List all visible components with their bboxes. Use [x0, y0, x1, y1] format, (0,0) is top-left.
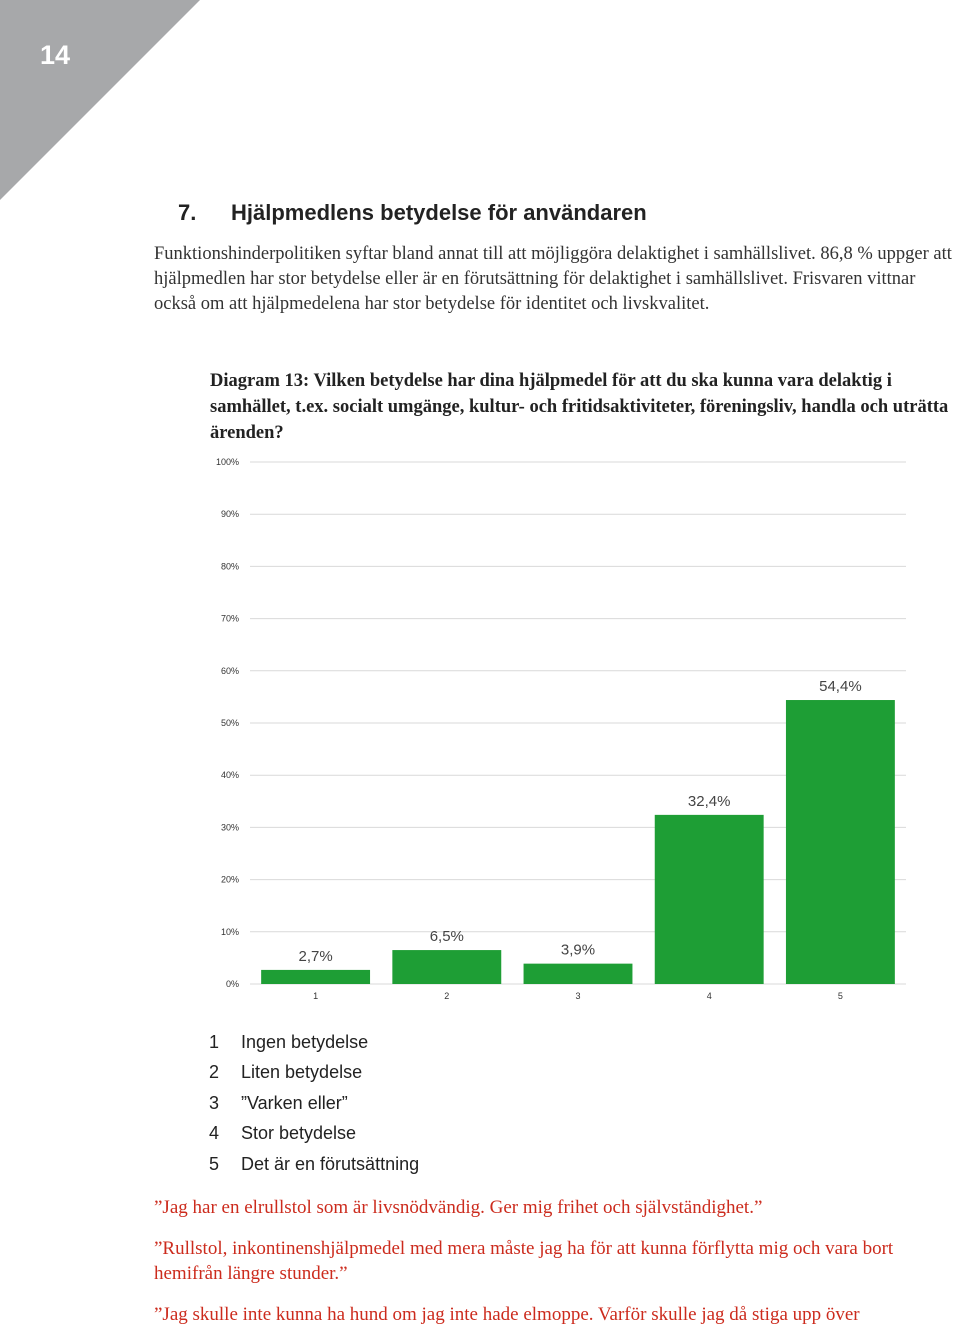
- page-corner-triangle: [0, 0, 200, 200]
- data-label: 3,9%: [560, 941, 596, 959]
- chart-legend: [209, 1027, 419, 1179]
- bar-2: [392, 950, 501, 984]
- legend-item: 4 Stor betydelse: [209, 1123, 357, 1144]
- chart-y-ticks: [216, 457, 239, 989]
- y-tick-label: 0%: [225, 979, 239, 989]
- intro-paragraph: Funktionshinderpolitiken syftar bland annat till att möjliggöra delaktighet i samhällslivet. 86,8 % uppger att hjälpmedlen har stor betydelse eller är en förutsättning för delaktighet i samhällslivet. Frisvaren vittnar också om att hjälpmedelena har stor betydelse för identitet och livskvalitet.: [154, 244, 952, 314]
- bar-chart: [0, 440, 960, 1020]
- y-tick-label: 70%: [220, 613, 239, 624]
- section-title: Hjälpmedlens betydelse för användaren: [231, 200, 647, 225]
- x-tick-label: 2: [444, 991, 450, 1001]
- x-tick-label: 5: [837, 991, 843, 1001]
- x-tick-label: 1: [313, 991, 319, 1001]
- y-tick-label: 80%: [220, 561, 239, 572]
- y-tick-label: 20%: [220, 874, 239, 885]
- section-number: 7.: [178, 200, 197, 225]
- chart-x-ticks: [313, 991, 843, 1001]
- bar-5: [786, 700, 895, 984]
- y-tick-label: 40%: [220, 770, 239, 781]
- section-heading: [178, 200, 647, 226]
- bar-1: [261, 970, 370, 984]
- x-tick-label: 4: [706, 991, 712, 1001]
- legend-item: 2 Liten betydelse: [209, 1062, 363, 1083]
- data-label: 2,7%: [298, 947, 333, 965]
- quote-3: ”Jag skulle inte kunna ha hund om jag inte hade elmoppe. Varför skulle jag då stiga upp över: [154, 1304, 860, 1325]
- x-tick-label: 3: [575, 991, 581, 1001]
- quote-1: ”Jag har en elrullstol som är livsnödvändig. Ger mig frihet och självständighet.”: [154, 1197, 763, 1218]
- legend-item: 5 Det är en förutsättning: [209, 1153, 420, 1174]
- y-tick-label: 50%: [220, 718, 239, 728]
- page-number: 14: [40, 40, 71, 70]
- bar-3: [524, 964, 633, 984]
- y-tick-label: 90%: [220, 509, 239, 520]
- data-label: 54,4%: [819, 678, 862, 696]
- y-tick-label: 60%: [220, 665, 239, 676]
- bar-4: [655, 815, 764, 984]
- y-tick-label: 10%: [220, 926, 239, 937]
- chart-data-labels: [298, 678, 861, 965]
- data-label: 6,5%: [429, 928, 464, 946]
- quote-2: ”Rullstol, inkontinenshjälpmedel med mera måste jag ha för att kunna förflytta mig och vara bort hemifrån längre stunder.”: [154, 1238, 894, 1284]
- legend-item: 3 ”Varken eller”: [209, 1092, 348, 1113]
- diagram-caption: Diagram 13: Vilken betydelse har dina hjälpmedel för att du ska kunna vara delaktig i samhället, t.ex. socialt umgänge, kultur- och fritidsaktiviteter, föreningsliv, handla och uträtta ärenden?: [210, 371, 949, 443]
- y-tick-label: 100%: [215, 457, 239, 467]
- legend-item: 1 Ingen betydelse: [209, 1032, 369, 1052]
- data-label: 32,4%: [687, 792, 731, 810]
- y-tick-label: 30%: [220, 822, 239, 833]
